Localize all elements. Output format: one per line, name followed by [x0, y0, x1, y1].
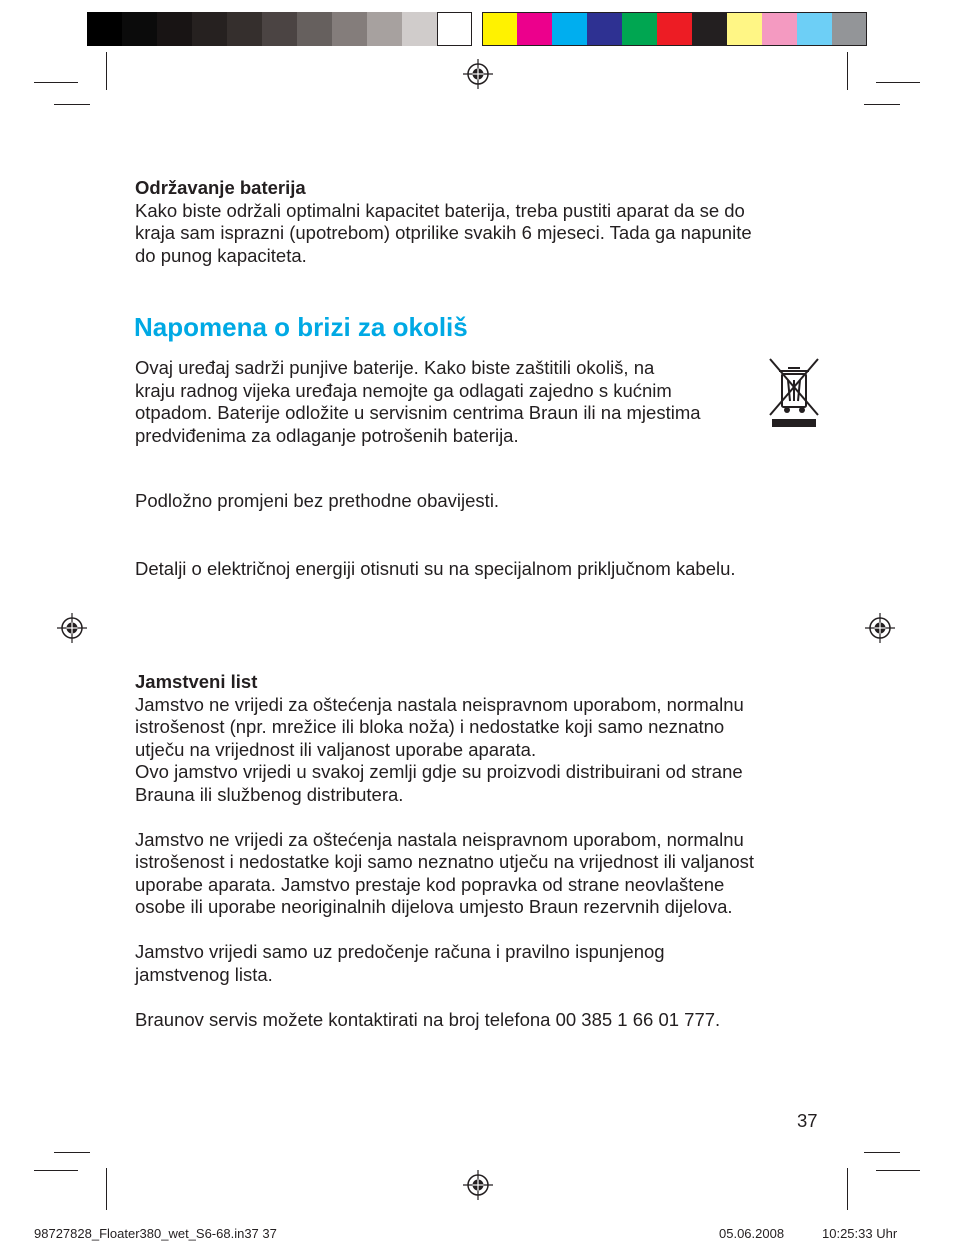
weee-crossed-bin-icon	[768, 357, 820, 429]
process-bar-outline	[482, 12, 867, 46]
gray-swatch	[332, 12, 367, 46]
footer-time: 10:25:33 Uhr	[822, 1226, 898, 1241]
gray-swatch	[157, 12, 192, 46]
body-line: Ovo jamstvo vrijedi u svakoj zemlji gdje su proizvodi distribuirani od strane	[135, 761, 743, 782]
registration-mark-icon	[57, 613, 87, 643]
body-line: kraja sam isprazni (upotrebom) otprilike svakih 6 mjeseci. Tada ga napunite	[135, 222, 752, 243]
body-line: istrošenost (npr. mrežice ili bloka noža) i nedostatke koji samo neznatno	[135, 716, 725, 737]
body-line: Jamstvo vrijedi samo uz predočenje računa i pravilno ispunjenog	[135, 941, 665, 962]
page-number: 37	[797, 1110, 818, 1131]
notice-electric: Detalji o električnoj energiji otisnuti su na specijalnom priključnom kabelu.	[135, 558, 736, 579]
registration-mark-icon	[463, 59, 493, 89]
body-line: kraju radnog vijeka uređaja nemojte ga odlagati zajedno s kućnim	[135, 379, 672, 401]
warranty-section	[135, 671, 754, 1031]
body-line: istrošenost i nedostatke koji samo neznatno utječu na vrijednost ili valjanost	[135, 851, 755, 872]
gray-swatch	[192, 12, 227, 46]
battery-maintenance-section	[135, 177, 752, 267]
body-line: Jamstvo ne vrijedi za oštećenja nastala neispravnom uporabom, normalnu	[135, 828, 744, 850]
gray-swatch	[227, 12, 262, 46]
body-line: uporabe aparata. Jamstvo prestaje kod popravka od strane neovlaštene	[135, 873, 725, 895]
body-line: Jamstvo ne vrijedi za oštećenja nastala neispravnom uporabom, normalnu	[135, 693, 744, 715]
registration-mark-icon	[865, 613, 895, 643]
environment-section	[135, 357, 701, 447]
body-line: do punog kapaciteta.	[135, 244, 307, 266]
body-line: jamstvenog lista.	[135, 963, 273, 985]
body-line: Ovaj uređaj sadrži punjive baterije. Kako biste zaštitili okoliš, na	[135, 357, 655, 378]
body-line: Kako biste održali optimalni kapacitet baterija, treba pustiti aparat da se do	[135, 199, 745, 221]
gray-swatch	[402, 12, 437, 46]
footer-file-info: 98727828_Floater380_wet_S6-68.in37 37	[34, 1226, 277, 1241]
gray-swatch	[297, 12, 332, 46]
gray-swatch	[262, 12, 297, 46]
gray-swatch	[437, 12, 472, 46]
body-line: otpadom. Baterije odložite u servisnim centrima Braun ili na mjestima	[135, 402, 701, 423]
environment-heading: Napomena o brizi za okoliš	[134, 312, 468, 342]
section-title: Održavanje baterija	[135, 177, 306, 198]
gray-swatch	[367, 12, 402, 46]
notice-change: Podložno promjeni bez prethodne obavijesti.	[135, 490, 500, 511]
gray-swatch	[87, 12, 122, 46]
section-title: Jamstveni list	[135, 671, 258, 692]
body-line: Brauna ili službenog distributera.	[135, 783, 404, 805]
body-line: Braunov servis možete kontaktirati na broj telefona 00 385 1 66 01 777.	[135, 1008, 721, 1030]
gray-swatch	[122, 12, 157, 46]
registration-mark-icon	[463, 1170, 493, 1200]
footer-date: 05.06.2008	[719, 1226, 785, 1241]
body-line: utječu na vrijednost ili valjanost uporabe aparata.	[135, 738, 537, 760]
body-line: predviđenima za odlaganje potrošenih baterija.	[135, 424, 519, 446]
body-line: osobe ili uporabe neoriginalnih dijelova umjesto Braun rezervnih dijelova.	[135, 896, 733, 917]
